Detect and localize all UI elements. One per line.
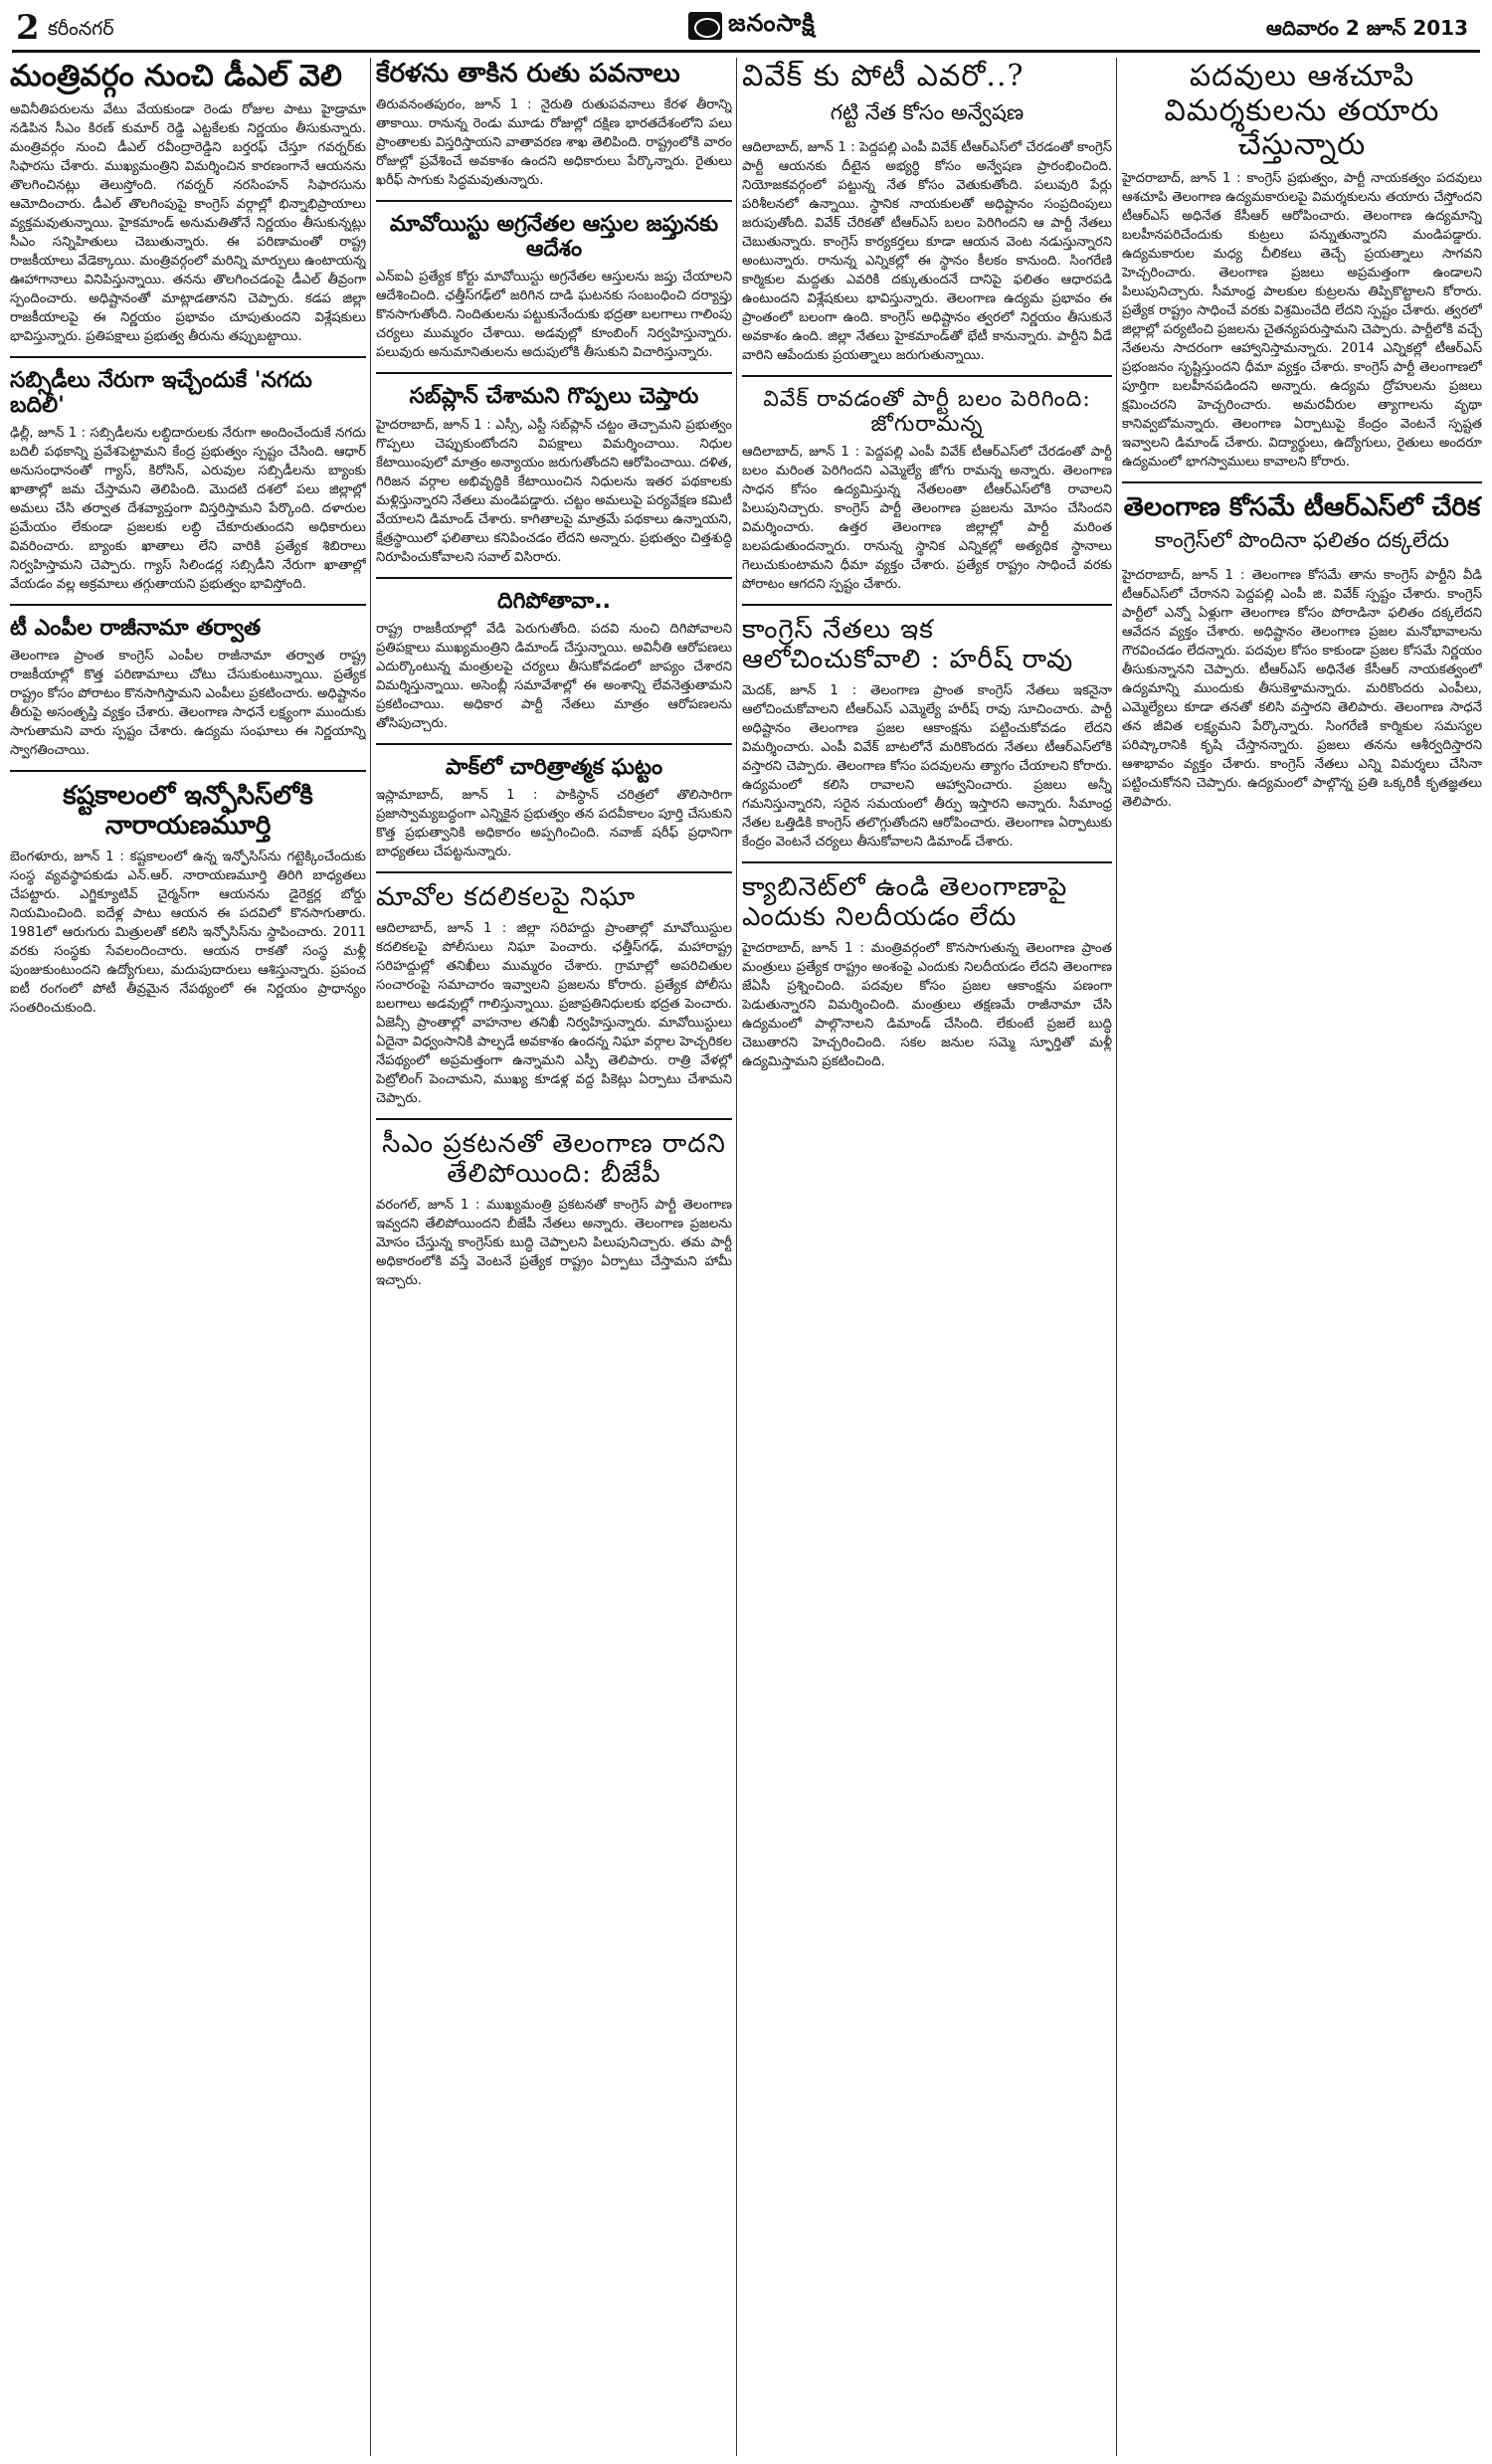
headline: సబ్‌ప్లాన్ చేశామని గొప్పలు చెప్తారు — [409, 384, 699, 410]
article-bjp-statement — [376, 1130, 732, 1290]
article-body: ఆదిలాబాద్, జూన్ 1 : జిల్లా సరిహద్దు ప్రాంతాల్లో మావోయిస్టుల కదలికలపై పోలీసులు నిఘా పెంచారు. ఛత్తీస్‌గఢ్, మహారాష్ట్ర సరిహద్దుల్లో తనిఖీలు ముమ్మరం చేశారు. గ్రామాల్లో అపరిచితుల సంచారంపై సమాచారం ఇవ్వాలని ప్రజలను కోరారు. ప్రత్యేక పోలీసు బలగాలు అడవుల్లో గాలిస్తున్నాయి. ప్రజాప్రతినిధులకు భద్రత పెంచారు. ఏజెన్సీ ప్రాంతాల్లో వాహనాల తనిఖీ నిర్వహిస్తున్నారు. మావోయిస్టులు ఏదైనా విధ్వంసానికి పాల్పడే అవకాశం ఉందన్న నిఘా వర్గాల హెచ్చరికల నేపథ్యంలో అప్రమత్తంగా ఉన్నామని ఎస్పీ తెలిపారు. రాత్రి వేళల్లో పెట్రోలింగ్ పెంచామని, ముఖ్య కూడళ్ల వద్ద పికెట్లు ఏర్పాటు చేశామని చెప్పారు. — [376, 921, 732, 1107]
article-body: తెలంగాణ ప్రాంత కాంగ్రెస్ ఎంపీల రాజీనామా తర్వాత రాష్ట్ర రాజకీయాల్లో కొత్త పరిణామాలు చోటు చేసుకుంటున్నాయి. ప్రత్యేక రాష్ట్రం కోసం పోరాటం కొనసాగిస్తామని ఎంపీలు ప్రకటించారు. అధిష్టానం తీరుపై అసంతృప్తి వ్యక్తం చేశారు. తెలంగాణ సాధనే లక్ష్యంగా ముందుకు సాగుతామని వారు స్పష్టం చేశారు. ఉద్యమ సంఘాలు ఈ నిర్ణయాన్ని స్వాగతించాయి. — [10, 649, 366, 759]
article-body: హైదరాబాద్, జూన్ 1 : కాంగ్రెస్ ప్రభుత్వం, పార్టీ నాయకత్వం పదవులు ఆశచూపి తెలంగాణ ఉద్యమకారులపై విమర్శకులను తయారు చేస్తోందని టీఆర్‌ఎస్ అధినేత కేసీఆర్ ఆరోపించారు. తెలంగాణ ఉద్యమాన్ని బలహీనపరిచేందుకు కుట్రలు పన్నుతున్నారని మండిపడ్డారు. ఉద్యమకారుల మధ్య చీలికలు తెచ్చే ప్రయత్నాలు సాగవని హెచ్చరించారు. తెలంగాణ ప్రజలు అప్రమత్తంగా ఉండాలని పిలుపునిచ్చారు. సీమాంధ్ర పాలకుల కుట్రలను తిప్పికొట్టాలని కోరారు. ప్రత్యేక రాష్ట్రం సాధించే వరకు విశ్రమించేది లేదని స్పష్టం చేశారు. త్వరలో జిల్లాల్లో పర్యటించి ప్రజలను చైతన్యపరుస్తామని చెప్పారు. పార్టీలోకి వచ్చే నేతలను సాదరంగా ఆహ్వానిస్తామన్నారు. 2014 ఎన్నికల్లో టీఆర్‌ఎస్ ప్రభంజనం సృష్టిస్తుందని ధీమా వ్యక్తం చేశారు. కాంగ్రెస్ పార్టీ తెలంగాణలో పూర్తిగా బలహీనపడిందని అన్నారు. ఉద్యమ ద్రోహులను ప్రజలు క్షమించరని హెచ్చరించారు. అమరవీరుల త్యాగాలను వృథా కానివ్వబోమన్నారు. తెలంగాణ ఏర్పాటుపై కేంద్రం వెంటనే స్పష్టత ఇవ్వాలని డిమాండ్ చేశారు. విద్యార్థులు, ఉద్యోగులు, రైతులు అందరూ ఉద్యమంలో భాగస్వాములు కావాలని కోరారు. — [1122, 170, 1482, 470]
divider — [10, 604, 366, 606]
headline: సీఎం ప్రకటనతో తెలంగాణ రాదని తేలిపోయింది: బీజేపీ — [382, 1129, 726, 1190]
article-body: హైదరాబాద్, జూన్ 1 : తెలంగాణ కోసమే తాను కాంగ్రెస్ పార్టీని వీడి టీఆర్‌ఎస్‌లో చేరానని పెద్దపల్లి ఎంపీ జి. వివేక్ స్పష్టం చేశారు. కాంగ్రెస్ పార్టీలో ఎన్నో ఏళ్లుగా తెలంగాణ కోసం పోరాడినా ఫలితం దక్కలేదని ఆవేదన వ్యక్తం చేశారు. అధిష్టానం తెలంగాణ ప్రజల మనోభావాలను గౌరవించడం లేదన్నారు. పదవుల కోసం కాకుండా ప్రజల కోసమే నిర్ణయం తీసుకున్నానని చెప్పారు. టీఆర్‌ఎస్ అధినేత కేసీఆర్ నాయకత్వంలో ఉద్యమాన్ని ముందుకు తీసుకెళ్తామన్నారు. మరికొందరు ఎంపీలు, ఎమ్మెల్యేలు కూడా తనతో కలిసి వస్తారని తెలిపారు. తెలంగాణ సాధనే తన జీవిత లక్ష్యమని పేర్కొన్నారు. సింగరేణి కార్మికుల సమస్యల పరిష్కారానికి కృషి చేస్తానన్నారు. ప్రజలు తనను ఆశీర్వదిస్తారని ఆశాభావం వ్యక్తం చేశారు. కాంగ్రెస్ నేతలు ఎన్ని విమర్శలు చేసినా పట్టించుకోనని చెప్పారు. ఉద్యమంలో పాల్గొన్న ప్రతి ఒక్కరికీ కృతజ్ఞతలు తెలిపారు. — [1122, 568, 1482, 811]
edition-name: కరీంనగర్ — [48, 18, 114, 40]
divider — [10, 770, 366, 772]
divider — [742, 861, 1112, 863]
headline: వివేక్ కు పోటీ ఎవరో..? — [742, 59, 1025, 94]
headline: మావోయిస్టు అగ్రనేతల ఆస్తుల జప్తునకు ఆదేశం — [389, 211, 719, 263]
headline: వివేక్ రావడంతో పార్టీ బలం పెరిగింది: జోగురామన్న — [763, 386, 1091, 437]
article-body: బెంగళూరు, జూన్ 1 : కష్టకాలంలో ఉన్న ఇన్ఫోసిస్‌ను గట్టెక్కించేందుకు సంస్థ వ్యవస్థాపకుడు ఎన్.ఆర్. నారాయణమూర్తి తిరిగి బాధ్యతలు చేపట్టారు. ఎగ్జిక్యూటివ్ చైర్మన్‌గా ఆయనను డైరెక్టర్ల బోర్డు నియమించింది. ఐదేళ్ల పాటు ఆయన ఈ పదవిలో కొనసాగుతారు. 1981లో ఆరుగురు మిత్రులతో కలిసి ఇన్ఫోసిస్‌ను స్థాపించారు. 2011 వరకు సంస్థకు సేవలందించారు. ఆయన రాకతో సంస్థ మళ్లీ పుంజుకుంటుందని ఉద్యోగులు, మదుపుదారులు ఆశిస్తున్నారు. ప్రపంచ ఐటీ రంగంలో పోటీ తీవ్రమైన నేపథ్యంలో ఈ నిర్ణయం ప్రాధాన్యం సంతరించుకుంది. — [10, 850, 366, 1017]
headline: కష్టకాలంలో ఇన్ఫోసిస్‌లోకి నారాయణమూర్తి — [63, 781, 313, 842]
headline: క్యాబినెట్‌లో ఉండి తెలంగాణాపై ఎందుకు నిలదీయడం లేదు — [742, 871, 1068, 932]
article-dl-dismissal — [10, 60, 366, 346]
divider — [742, 604, 1112, 606]
subheadline: కాంగ్రెస్‌లో పొందినా ఫలితం దక్కలేదు — [1155, 528, 1449, 553]
column-divider — [370, 58, 371, 2456]
article-body: ఢిల్లీ, జూన్ 1 : సబ్సిడీలను లబ్ధిదారులకు నేరుగా అందించేందుకే నగదు బదిలీ పథకాన్ని ప్రవేశపెట్టామని కేంద్ర ప్రభుత్వం స్పష్టం చేసింది. ఆధార్ అనుసంధానంతో గ్యాస్, కిరోసిన్, ఎరువుల సబ్సిడీలను బ్యాంకు ఖాతాల్లో జమ చేస్తామని తెలిపింది. మొదటి దశలో పలు జిల్లాల్లో అమలు చేసి తర్వాత దేశవ్యాప్తంగా విస్తరిస్తామని పేర్కొంది. దళారుల ప్రమేయం లేకుండా ప్రజలకు లబ్ధి చేకూరుతుందని అధికారులు వివరించారు. బ్యాంకు ఖాతాలు లేని వారికి ప్రత్యేక శిబిరాలు నిర్వహిస్తామని చెప్పారు. గ్యాస్ సిలిండర్ల సబ్సిడీని నేరుగా ఖాతాల్లో వేయడం వల్ల అక్రమాలు తగ్గుతాయని ప్రభుత్వం భావిస్తోంది. — [10, 426, 366, 593]
article-vivek-rival — [742, 60, 1112, 365]
divider — [376, 871, 732, 873]
column-divider — [1116, 58, 1117, 2456]
divider — [1122, 481, 1482, 483]
divider — [10, 356, 366, 358]
article-posts-critics — [1122, 60, 1482, 472]
column-4 — [1122, 58, 1482, 2456]
article-body: ఆదిలాబాద్, జూన్ 1 : పెద్దపల్లి ఎంపీ వివేక్ టీఆర్‌ఎస్‌లో చేరడంతో పార్టీ బలం మరింత పెరిగిందని ఎమ్మెల్యే జోగు రామన్న అన్నారు. తెలంగాణ సాధన కోసం ఉద్యమిస్తున్న నేతలంతా టీఆర్‌ఎస్‌లోకి రావాలని పిలుపునిచ్చారు. కాంగ్రెస్ పార్టీ తెలంగాణ ప్రజలను మోసం చేసిందని విమర్శించారు. ఉత్తర తెలంగాణ జిల్లాల్లో పార్టీ మరింత బలపడుతుందన్నారు. రానున్న స్థానిక ఎన్నికల్లో అత్యధిక స్థానాలు గెలుచుకుంటామని ధీమా వ్యక్తం చేశారు. ప్రత్యేక రాష్ట్రం సాధించే వరకు పోరాటం ఆగదని స్పష్టం చేశారు. — [742, 445, 1112, 593]
divider — [376, 200, 732, 202]
article-body: వరంగల్, జూన్ 1 : ముఖ్యమంత్రి ప్రకటనతో కాంగ్రెస్ పార్టీ తెలంగాణ ఇవ్వదని తేలిపోయిందని బీజేపీ నేతలు అన్నారు. తెలంగాణ ప్రజలను మోసం చేస్తున్న కాంగ్రెస్‌కు బుద్ధి చెప్పాలని పిలుపునిచ్చారు. తమ పార్టీ అధికారంలోకి వస్తే వెంటనే ప్రత్యేక రాష్ట్రం ఏర్పాటు చేస్తామని హామీ ఇచ్చారు. — [376, 1198, 732, 1289]
article-body: తిరువనంతపురం, జూన్ 1 : నైరుతి రుతుపవనాలు కేరళ తీరాన్ని తాకాయి. రానున్న రెండు మూడు రోజుల్లో దక్షిణ భారతదేశంలోని పలు ప్రాంతాలకు విస్తరిస్తాయని వాతావరణ శాఖ తెలిపింది. రాష్ట్రంలోకి వారం రోజుల్లో ప్రవేశించే అవకాశం ఉందని అధికారులు పేర్కొన్నారు. రైతులు ఖరీఫ్ సాగుకు సిద్ధమవుతున్నారు. — [376, 96, 732, 188]
column-2 — [376, 58, 732, 2456]
article-maoist-surveillance — [376, 883, 732, 1108]
headline: టీ ఎంపీల రాజీనామా తర్వాత — [10, 616, 262, 642]
column-divider — [736, 58, 737, 2456]
dateline: ఆదివారం 2 జూన్ 2013 — [1265, 16, 1468, 40]
divider — [376, 577, 732, 579]
logo-text: జనంసాక్షి — [728, 9, 816, 37]
article-body: ఆదిలాబాద్, జూన్ 1 : పెద్దపల్లి ఎంపీ వివేక్ టీఆర్‌ఎస్‌లో చేరడంతో కాంగ్రెస్ పార్టీ ఆయనకు దీటైన అభ్యర్థి కోసం అన్వేషణ ప్రారంభించింది. నియోజకవర్గంలో పట్టున్న నేత కోసం వెతుకుతోంది. పలువురి పేర్లు పరిశీలనలో ఉన్నాయి. స్థానిక నాయకులతో అధిష్టానం సంప్రదింపులు జరుపుతోంది. వివేక్ చేరికతో టీఆర్‌ఎస్ బలం పెరిగిందని ఆ పార్టీ నేతలు చెబుతున్నారు. కాంగ్రెస్ కార్యకర్తలు కూడా ఆయన వెంట నడుస్తున్నారని అంటున్నారు. రానున్న ఎన్నికల్లో ఈ స్థానం కీలకం కానుంది. సింగరేణి కార్మికుల మద్దతు ఎవరికి దక్కుతుందనే దానిపై ఫలితం ఆధారపడి ఉంటుందని విశ్లేషకులు భావిస్తున్నారు. తెలంగాణ ఉద్యమ ప్రభావం ఈ ప్రాంతంలో బలంగా ఉంది. కాంగ్రెస్ అధిష్టానం త్వరలో నిర్ణయం తీసుకునే అవకాశం ఉంది. జిల్లా నేతలు హైకమాండ్‌తో భేటీ కానున్నారు. పార్టీని వీడే వారిని ఆపేందుకు ప్రయత్నాలు జరుగుతున్నాయి. — [742, 139, 1112, 363]
article-pakistan — [376, 755, 732, 861]
article-cabinet-question — [742, 873, 1112, 1071]
headline: కాంగ్రెస్ నేతలు ఇక ఆలోచించుకోవాలి : హరీష్ రావు — [742, 615, 1074, 674]
article-body: అవినీతిపరులను వేటు వేయకుండా రెండు రోజుల పాటు హైడ్రామా నడిపిన సీఎం కిరణ్ కుమార్ రెడ్డి ఎట్టకేలకు నిర్ణయం తీసుకున్నారు. మంత్రివర్గం నుంచి డీఎల్ రవీంద్రారెడ్డిని బర్తరఫ్ చేస్తూ గవర్నర్‌కు సిఫారసు చేశారు. ముఖ్యమంత్రిని విమర్శించిన కారణంగానే ఆయనను తొలగించినట్లు తెలుస్తోంది. గవర్నర్ నరసింహన్ సిఫారసును ఆమోదించారు. డీఎల్ తొలగింపుపై కాంగ్రెస్ వర్గాల్లో భిన్నాభిప్రాయాలు వ్యక్తమవుతున్నాయి. హైకమాండ్ అనుమతితోనే నిర్ణయం తీసుకున్నట్లు సీఎం సన్నిహితులు చెబుతున్నారు. ఈ పరిణామంతో రాష్ట్ర రాజకీయాలు వేడెక్కాయి. మంత్రివర్గంలో మరిన్ని మార్పులు ఉంటాయన్న ఊహాగానాలు వినిపిస్తున్నాయి. తనను తొలగించడంపై డీఎల్ తీవ్రంగా స్పందించారు. అధిష్టానంతో మాట్లాడతానని చెప్పారు. కడప జిల్లా రాజకీయాలపై ఈ నిర్ణయం ప్రభావం చూపుతుందని విశ్లేషకులు భావిస్తున్నారు. ప్రతిపక్షాలు ప్రభుత్వ తీరును తప్పుబట్టాయి. — [10, 101, 366, 344]
divider — [742, 375, 1112, 377]
article-body: ఎన్ఐఏ ప్రత్యేక కోర్టు మావోయిస్టు అగ్రనేతల ఆస్తులను జప్తు చేయాలని ఆదేశించింది. ఛత్తీస్‌గఢ్‌లో జరిగిన దాడి ఘటనకు సంబంధించి దర్యాప్తు కొనసాగుతోంది. నిందితులను పట్టుకునేందుకు భద్రతా బలగాలు గాలింపు చర్యలు ముమ్మరం చేశాయి. అడవుల్లో కూంబింగ్ నిర్వహిస్తున్నారు. పలువురు అనుమానితులను అదుపులోకి తీసుకుని విచారిస్తున్నారు. — [376, 270, 732, 361]
article-vivek-joining — [1122, 493, 1482, 813]
headline: మావోల కదలికలపై నిఘా — [376, 882, 637, 913]
column-1 — [10, 58, 366, 2456]
divider — [376, 372, 732, 374]
article-monsoon — [376, 60, 732, 190]
article-infosys — [10, 782, 366, 1018]
article-body: హైదరాబాద్, జూన్ 1 : ఎస్సీ, ఎస్టీ సబ్‌ప్లాన్ చట్టం తెచ్చామని ప్రభుత్వం గొప్పలు చెప్పుకుంటోందని విపక్షాలు విమర్శించాయి. నిధుల కేటాయింపులో మాత్రం అన్యాయం జరుగుతోందని ఆరోపించాయి. దళిత, గిరిజన వర్గాల అభివృద్ధికి కేటాయించిన నిధులను ఇతర పథకాలకు మళ్లిస్తున్నారని నేతలు మండిపడ్డారు. చట్టం అమలుపై పర్యవేక్షణ కమిటీ వేయాలని డిమాండ్ చేశారు. కాగితాలపై మాత్రమే పథకాలు ఉన్నాయని, క్షేత్రస్థాయిలో ఫలితాలు కనిపించడం లేదని అన్నారు. ప్రభుత్వం చిత్తశుద్ధి నిరూపించుకోవాలని సవాల్ విసిరారు. — [376, 417, 732, 565]
headline: తెలంగాణ కోసమే టీఆర్‌ఎస్‌లో చేరిక — [1123, 491, 1481, 522]
masthead — [12, 4, 1480, 53]
headline: కేరళను తాకిన రుతు పవనాలు — [376, 59, 680, 89]
headline: మంత్రివర్గం నుంచి డీఎల్ వెలి — [10, 59, 342, 94]
article-subplan — [376, 384, 732, 566]
newspaper-logo — [688, 10, 816, 42]
headline: దిగిపోతావా.. — [497, 588, 611, 614]
headline: పాక్‌లో చారిత్రాత్మక ఘట్టం — [445, 755, 663, 781]
divider — [376, 1118, 732, 1120]
article-body: ఇస్లామాబాద్, జూన్ 1 : పాకిస్థాన్ చరిత్రలో తొలిసారిగా ప్రజాస్వామ్యబద్ధంగా ఎన్నికైన ప్రభుత్వం తన పదవీకాలం పూర్తి చేసుకుని కొత్త ప్రభుత్వానికి అధికారం అప్పగించింది. నవాజ్ షరీఫ్ ప్రధానిగా బాధ్యతలు చేపట్టనున్నారు. — [376, 788, 732, 860]
column-3 — [742, 58, 1112, 2456]
article-jogu-ramanna — [742, 387, 1112, 595]
article-t-mps — [10, 616, 366, 760]
article-maoist-assets — [376, 212, 732, 363]
article-cash-transfer — [10, 368, 366, 595]
article-body: హైదరాబాద్, జూన్ 1 : మంత్రివర్గంలో కొనసాగుతున్న తెలంగాణ ప్రాంత మంత్రులు ప్రత్యేక రాష్ట్రం అంశంపై ఎందుకు నిలదీయడం లేదని తెలంగాణ జేఏసీ ప్రశ్నించింది. పదవుల కోసం ప్రజల ఆకాంక్షను పణంగా పెడుతున్నారని విమర్శించింది. మంత్రులు తక్షణమే రాజీనామా చేసి ఉద్యమంలో పాల్గొనాలని డిమాండ్ చేసింది. లేకుంటే ప్రజలే బుద్ధి చెబుతారని హెచ్చరించింది. సకల జనుల సమ్మె స్ఫూర్తితో మళ్లీ ఉద్యమిస్తామని ప్రకటించింది. — [742, 940, 1112, 1069]
divider — [376, 743, 732, 745]
article-body: రాష్ట్ర రాజకీయాల్లో వేడి పెరుగుతోంది. పదవి నుంచి దిగిపోవాలని ప్రతిపక్షాలు ముఖ్యమంత్రిని డిమాండ్ చేస్తున్నాయి. అవినీతి ఆరోపణలు ఎదుర్కొంటున్న మంత్రులపై చర్యలు తీసుకోవడంలో జాప్యం చేశారని విమర్శిస్తున్నాయి. అసెంబ్లీ సమావేశాల్లో ఈ అంశాన్ని లేవనెత్తుతామని ప్రకటించాయి. అధికార పార్టీ నేతలు మాత్రం ఆరోపణలను తోసిపుచ్చారు. — [376, 622, 732, 732]
article-harish-rao — [742, 616, 1112, 852]
article-body: మెదక్, జూన్ 1 : తెలంగాణ ప్రాంత కాంగ్రెస్ నేతలు ఇకనైనా ఆలోచించుకోవాలని టీఆర్‌ఎస్ ఎమ్మెల్యే హరీష్ రావు సూచించారు. పార్టీ అధిష్టానం తెలంగాణ ప్రజల ఆకాంక్షను పట్టించుకోవడం లేదని విమర్శించారు. ఎంపీ వివేక్ బాటలోనే మరికొందరు నేతలు టీఆర్‌ఎస్‌లోకి వస్తారని చెప్పారు. తెలంగాణ కోసం పదవులను త్యాగం చేయాలని కోరారు. ఉద్యమంలో కలిసి రావాలని ఆహ్వానించారు. ప్రజలు అన్నీ గమనిస్తున్నారని, సరైన సమయంలో తీర్పు ఇస్తారని అన్నారు. సీమాంధ్ర నేతల ఒత్తిడికి కాంగ్రెస్ తలొగ్గుతోందని ఆరోపించారు. తెలంగాణ ఏర్పాటుకు కేంద్రం వెంటనే చర్యలు తీసుకోవాలని డిమాండ్ చేశారు. — [742, 682, 1112, 850]
subheadline: గట్టి నేత కోసం అన్వేషణ — [830, 99, 1025, 124]
logo-icon — [688, 12, 722, 40]
headline: సబ్సిడీలు నేరుగా ఇచ్చేందుకే 'నగదు బదిలీ' — [10, 367, 312, 418]
headline: పదవులు ఆశచూపి విమర్శకులను తయారు చేస్తున్నారు — [1164, 59, 1440, 162]
article-resign-demand — [376, 589, 732, 733]
page-number: 2 — [16, 8, 40, 48]
